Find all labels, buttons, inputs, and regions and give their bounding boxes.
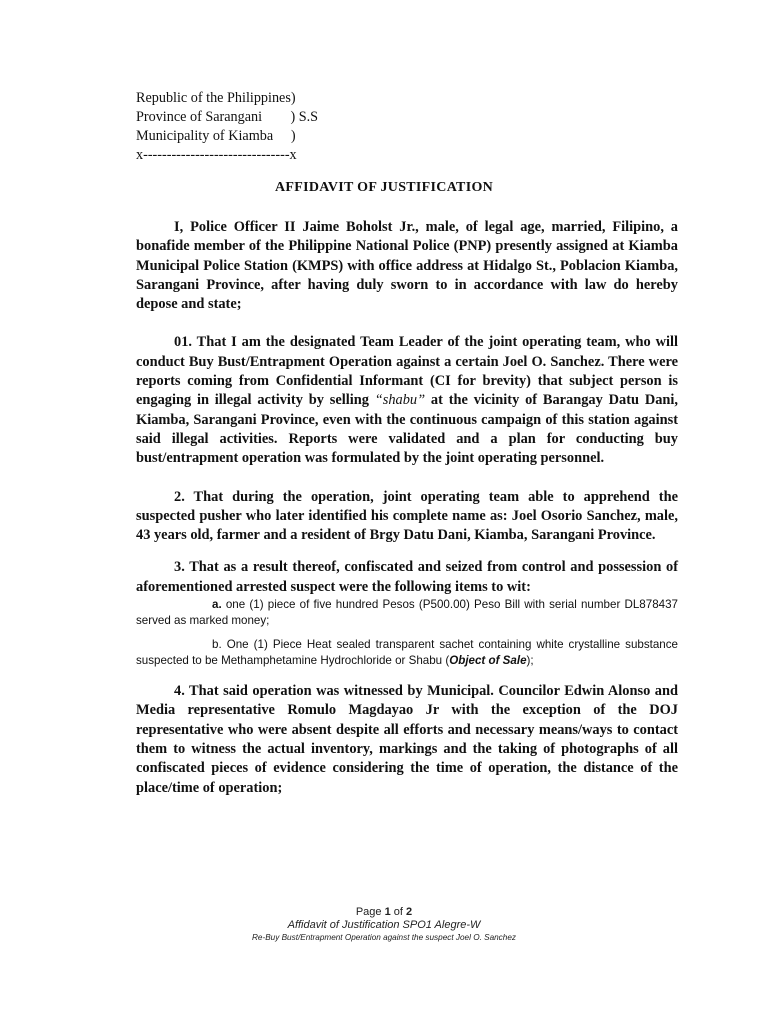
para2-text-a: 2. That during the operation, joint operating team able to apprehend the suspected pusher who later identified his complete name as: [136, 488, 678, 524]
affidavit-body [136, 218, 678, 798]
header-line-province: Province of Sarangani ) S.S [136, 109, 319, 125]
footer-subject: Re-Buy Bust/Entrapment Operation against the suspect Joel O. Sanchez [252, 933, 516, 942]
item-a-label: a. [212, 598, 222, 612]
item-a [136, 597, 678, 629]
suspect-name: Joel O. Sanchez [502, 353, 601, 370]
header-line-republic: Republic of the Philippines) [136, 90, 296, 106]
paragraph-2 [136, 488, 678, 546]
item-b-end: ); [526, 654, 534, 668]
item-a-text: one (1) piece of five hundred Pesos (P500.00) Peso Bill with serial number DL878437 served as marked money; [136, 598, 678, 628]
paragraph-4: 4. That said operation was witnessed by Municipal. Councilor Edwin Alonso and Media representative Romulo Magdayao Jr with the exception of the DOJ representative who were absent despite all efforts and necessary means/ways to contact them to witness the actual inventory, markings and the taking of photographs of all confiscated pieces of evidence considering the time of operation, the distance of the place/time of operation; [136, 683, 678, 796]
item-b [136, 637, 678, 669]
header-line-municipality: Municipality of Kiamba ) [136, 128, 296, 144]
paragraph-1 [136, 333, 678, 468]
page-number: Page 1 of 2 [355, 906, 413, 918]
para2-text-b: and a resident of Brgy Datu Dani, Kiamba, Sarangani Province. [259, 527, 656, 544]
para1-text-c: at the vicinity of Barangay Datu Dani, Kiamba, Sarangani Province, even with the continuous campaign of this station against said illegal activities. Reports were validated and a plan for conducting buy bust/entrapment operation was formulated by the joint operating personnel. [136, 392, 679, 467]
shabu-term: “shabu” [374, 392, 426, 409]
paragraph-3: 3. That as a result thereof, confiscated and seized from control and possession of aforementioned arrested suspect were the following items to wit: [136, 559, 678, 595]
item-b-text: b. One (1) Piece Heat sealed transparent sachet containing white crystalline substance suspected to be Methamphetamine Hydrochloride or Shabu ( [136, 638, 678, 668]
intro-paragraph: I, Police Officer II Jaime Boholst Jr., male, of legal age, married, Filipino, a bonafide member of the Philippine National Police (PNP) presently assigned at Kiamba Municipal Police Station (KMPS) with office address at Hidalgo St., Poblacion Kiamba, Sarangani Province, after having duly sworn to in accordance with law do hereby depose and state; [136, 219, 678, 313]
header-separator: x-------------------------------x [136, 147, 297, 163]
venue-header [136, 89, 318, 165]
page-footer [0, 906, 768, 943]
footer-document-name: Affidavit of Justification SPO1 Alegre-W [287, 919, 481, 931]
suspect-details: Joel Osorio Sanchez, male, 43 years old, farmer [136, 507, 678, 544]
para1-text-a: 01. That I am the designated Team Leader of the joint operating team, who will conduct Buy Bust/Entrapment Operation against a certain [136, 334, 678, 370]
object-of-sale: Object of Sale [449, 654, 527, 668]
para1-text-b: . There were reports coming from Confidential Informant (CI for brevity) that subject person is engaging in illegal activity by selling [136, 353, 678, 409]
document-title: AFFIDAVIT OF JUSTIFICATION [274, 180, 494, 195]
